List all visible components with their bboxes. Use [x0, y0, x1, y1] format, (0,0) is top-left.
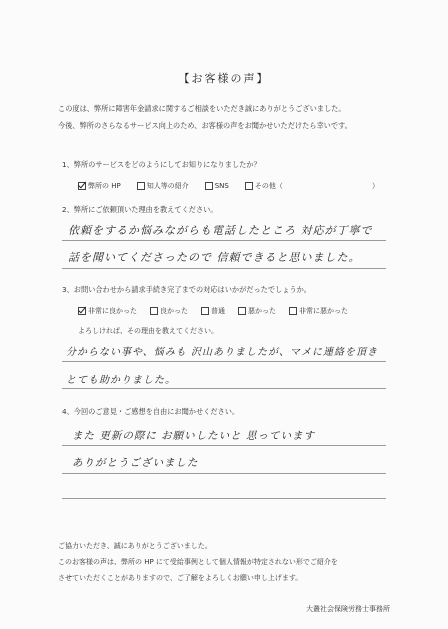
- office-signature: 大叢社会保険労務士事務所: [306, 605, 390, 613]
- option-normal[interactable]: 普通: [201, 306, 225, 316]
- question-1: 1、弊所のサービスをどのようにしてお知りになりましたか？: [62, 160, 261, 169]
- answer-line: [62, 268, 386, 269]
- answer-line: [62, 498, 386, 499]
- option-very-bad[interactable]: 非常に悪かった: [289, 306, 348, 316]
- question-3: 3、お問い合わせから請求手続き完了までの対応はいかがだったでしょうか。: [62, 285, 311, 294]
- answer-line: [62, 388, 386, 389]
- checkbox-checked[interactable]: [78, 307, 86, 315]
- checkbox[interactable]: [137, 182, 145, 190]
- answer-2-line-2: 話を聞いてくださったので 信頼できると思いました。: [68, 251, 361, 264]
- checkbox[interactable]: [150, 307, 158, 315]
- question-4: 4、今回のご意見・ご感想を自由にお聞かせください。: [62, 407, 240, 416]
- page-title: 【お客様の声】: [178, 72, 270, 85]
- answer-line: [62, 361, 386, 362]
- question-2: 2、弊所にご依頼頂いた理由を教えてください。: [62, 205, 218, 214]
- answer-line: [62, 240, 386, 241]
- answer-line: [62, 445, 386, 446]
- question-3-sub: よろしければ、その理由を教えてください。: [78, 327, 218, 335]
- answer-2-line-1: 依頼をするか悩みながらも電話したところ 対応が丁寧で: [68, 224, 373, 237]
- footer-line-1: ご協力いただき、誠にありがとうございました。: [58, 542, 212, 550]
- option-referral[interactable]: 知人等の紹介: [137, 181, 189, 191]
- answer-3-line-2: とても助かりました。: [66, 375, 176, 386]
- answer-line: [62, 473, 386, 474]
- option-sns[interactable]: SNS: [205, 181, 229, 191]
- checkbox[interactable]: [289, 307, 297, 315]
- question-1-options: [78, 181, 283, 191]
- checkbox[interactable]: [238, 307, 246, 315]
- intro-text: [58, 100, 352, 134]
- footer-line-2: このお客様の声は、弊所の HP にて受給事例として個人情報が特定されない形でご紹介を: [58, 558, 338, 566]
- checkbox[interactable]: [201, 307, 209, 315]
- question-3-options: [78, 306, 348, 316]
- checkbox[interactable]: [245, 182, 253, 190]
- answer-4-line-1: また 更新の際に お願いしたいと 思っています: [72, 430, 316, 442]
- answer-3-line-1: 分からない事や、悩みも 沢山ありましたが、マメに連絡を頂き: [66, 347, 378, 358]
- footer-line-3: させていただくことがありますので、ご了解をよろしくお願い申し上げます。: [58, 574, 303, 582]
- option-hp[interactable]: 弊所の HP: [78, 181, 121, 191]
- checkbox[interactable]: [205, 182, 213, 190]
- option-bad[interactable]: 悪かった: [238, 306, 276, 316]
- intro-line-2: 今後、弊所のさらなるサービス向上のため、お客様の声をお聞かせいただけたら幸いです。: [58, 121, 352, 130]
- checkbox-checked[interactable]: [78, 182, 86, 190]
- option-very-good[interactable]: 非常に良かった: [78, 306, 137, 316]
- other-close-paren: ）: [372, 182, 379, 190]
- answer-4-line-2: ありがとうございました: [72, 457, 199, 469]
- option-other[interactable]: その他（: [245, 181, 283, 191]
- footer-text: [58, 538, 338, 586]
- option-good[interactable]: 良かった: [150, 306, 188, 316]
- intro-line-1: この度は、弊所に障害年金請求に関するご相談をいただき誠にありがとうございました。: [58, 104, 346, 113]
